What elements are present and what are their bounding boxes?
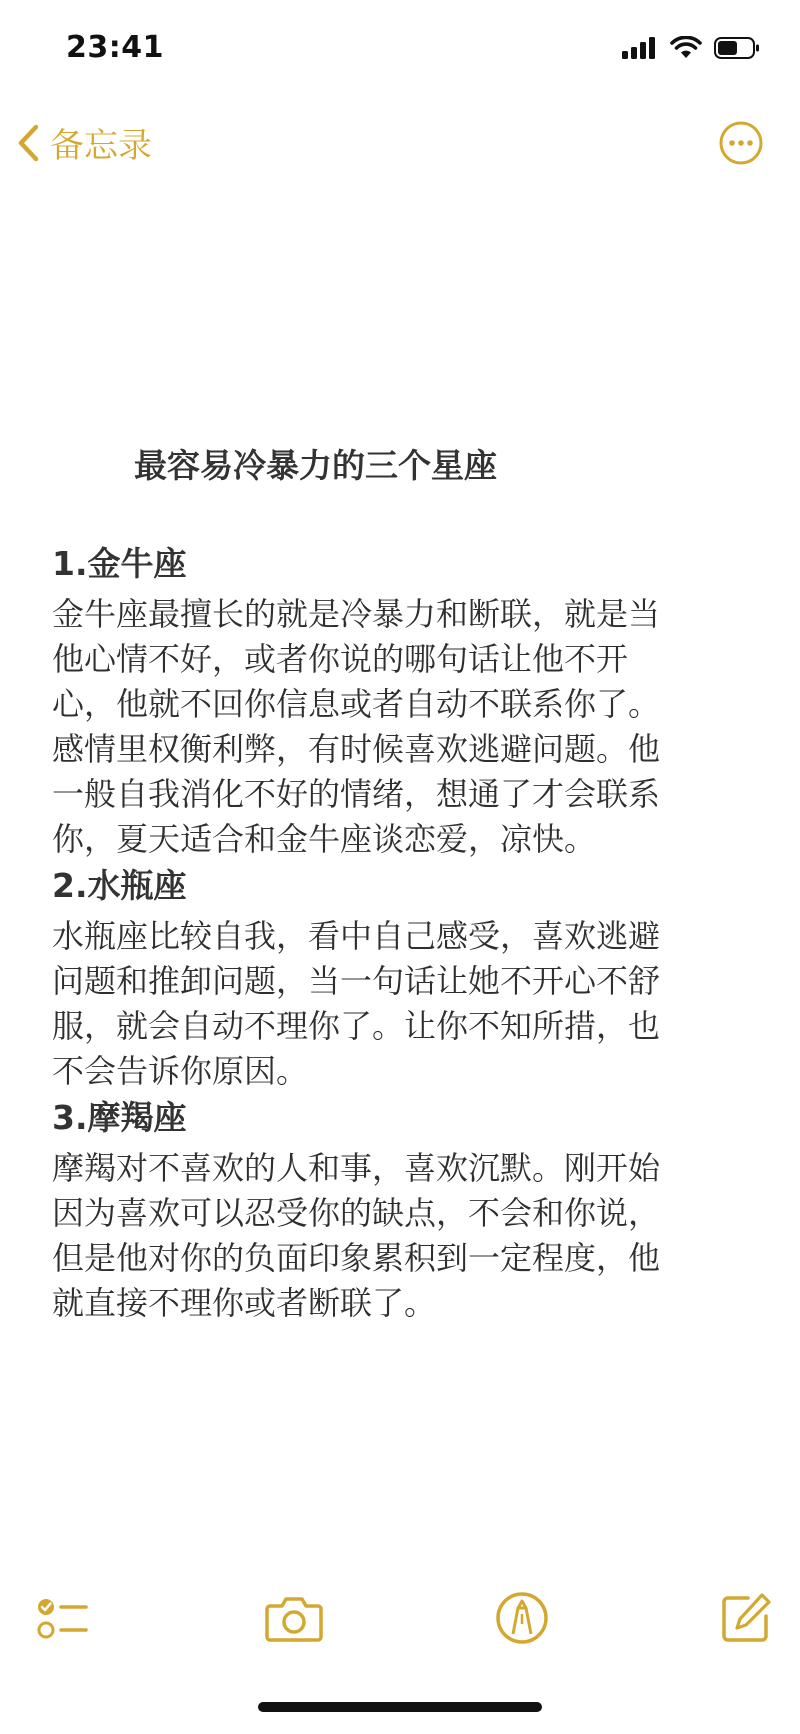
- chevron-left-icon: [14, 121, 44, 165]
- camera-icon: [264, 1590, 324, 1646]
- section-body: [52, 914, 742, 1094]
- markup-button[interactable]: [494, 1590, 550, 1650]
- battery-icon: [714, 36, 760, 60]
- markup-pen-icon: [494, 1590, 550, 1646]
- compose-icon: [718, 1590, 774, 1646]
- camera-button[interactable]: [264, 1590, 324, 1650]
- text-line: 服，就会自动不理你了。让你不知所措，也: [52, 1007, 661, 1045]
- text-line: 他心情不好，或者你说的哪句话让他不开: [52, 640, 629, 678]
- section-body: [52, 1146, 742, 1326]
- status-bar: [0, 0, 800, 100]
- cellular-signal-icon: [622, 36, 658, 60]
- text-line: 问题和推卸问题，当一句话让她不开心不舒: [52, 962, 661, 1000]
- text-line: 你，夏天适合和金牛座谈恋爱，凉快。: [52, 820, 597, 858]
- note-section: [52, 864, 742, 1094]
- note-body[interactable]: [52, 542, 742, 1328]
- section-heading: 1.金牛座: [52, 544, 187, 583]
- back-button[interactable]: [14, 118, 152, 167]
- note-title: 最容易冷暴力的三个星座: [134, 446, 497, 485]
- status-time: 23:41: [66, 30, 164, 65]
- section-heading: 3.摩羯座: [52, 1098, 187, 1137]
- compose-button[interactable]: [718, 1590, 774, 1650]
- text-line: 感情里权衡利弊，有时候喜欢逃避问题。他: [52, 730, 661, 768]
- checklist-button[interactable]: [36, 1590, 92, 1650]
- ellipsis-circle-icon: [718, 120, 764, 166]
- text-line: 因为喜欢可以忍受你的缺点，不会和你说，: [52, 1194, 661, 1232]
- section-heading: 2.水瓶座: [52, 866, 187, 905]
- text-line: 水瓶座比较自我，看中自己感受，喜欢逃避: [52, 917, 661, 955]
- checklist-icon: [36, 1590, 92, 1646]
- home-indicator[interactable]: [258, 1702, 542, 1712]
- text-line: 一般自我消化不好的情绪，想通了才会联系: [52, 775, 661, 813]
- text-line: 不会告诉你原因。: [52, 1052, 309, 1090]
- text-line: 但是他对你的负面印象累积到一定程度，他: [52, 1239, 661, 1277]
- more-options-button[interactable]: [718, 120, 764, 170]
- wifi-icon: [670, 36, 702, 60]
- note-section: [52, 1096, 742, 1326]
- text-line: 金牛座最擅长的就是冷暴力和断联，就是当: [52, 595, 661, 633]
- text-line: 心，他就不回你信息或者自动不联系你了。: [52, 685, 661, 723]
- section-body: [52, 592, 742, 862]
- text-line: 摩羯对不喜欢的人和事，喜欢沉默。刚开始: [52, 1149, 661, 1187]
- back-label: 备忘录: [50, 126, 152, 166]
- note-section: [52, 542, 742, 862]
- bottom-toolbar: [0, 1590, 800, 1660]
- nav-bar: [0, 110, 800, 180]
- text-line: 就直接不理你或者断联了。: [52, 1284, 437, 1322]
- status-icons: [622, 36, 760, 60]
